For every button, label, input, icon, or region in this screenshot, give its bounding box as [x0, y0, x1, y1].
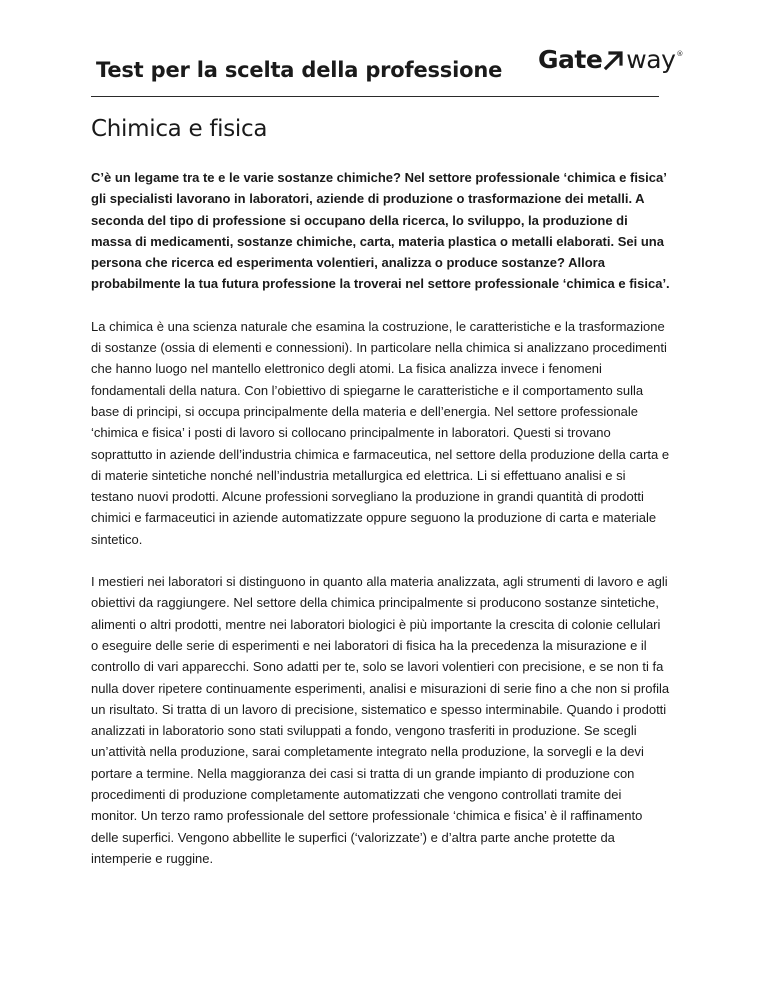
- logo-text-gate: Gate: [538, 44, 603, 74]
- logo-text-way: way: [626, 44, 676, 74]
- arrow-up-right-icon: [603, 48, 625, 70]
- body-paragraph: I mestieri nei laboratori si distinguono in quanto alla materia analizzata, agli strumenti di lavoro e agli obiettivi da raggiungere. Nel settore della chimica principalmente si producono sostanze sintetiche, alimenti o altri prodotti, mentre nei laboratori biologici è più importante la crescita di colonie cellulari o eseguire delle serie di esperimenti e nei laboratori di fisica ha la precedenza la misurazione e il controllo di vari apparecchi. Sono adatti per te, solo se lavori volentieri con precisione, e se non ti fa nulla dover ripetere continuamente esperimenti, analisi e misurazioni di serie fino a che non si profila un risultato. Si tratta di un lavoro di precisione, sistematico e spesso interminabile. Quando i prodotti analizzati in laboratorio sono stati sviluppati a fondo, vengono trasferiti in produzione. Se scegli un’attività nella produzione, sarai completamente integrato nella produzione, la sorvegli e la devi portare a termine. Nella maggioranza dei casi si tratta di un grande impianto di produzione con procedimenti di produzione completamente automatizzati che vengono controllati tramite dei monitor. Un terzo ramo professionale del settore professionale ‘chimica e fisica’ è il raffinamento delle superfici. Vengono abbellite le superfici (‘valorizzate’) e d’altra parte anche protette da intemperie e ruggine.: [91, 574, 670, 866]
- header-divider: [91, 96, 659, 97]
- page-title: Chimica e fisica: [91, 116, 268, 142]
- intro-paragraph: C’è un legame tra te e le varie sostanze chimiche? Nel settore professionale ‘chimica e fisica’ gli specialisti lavorano in laboratori, aziende di produzione o trasformazione dei metalli. A seconda del tipo di professione si occupano della ricerca, lo sviluppo, la produzione di massa di medicamenti, sostanze chimiche, carta, materia plastica o metalli elaborati. Sei una persona che ricerca ed esperimenta volentieri, analizza o produce sostanze? Allora probabilmente la tua futura professione la troverai nel settore professionale ‘chimica e fisica’.: [91, 170, 670, 292]
- gateway-logo: [538, 44, 683, 74]
- body-paragraph: La chimica è una scienza naturale che esamina la costruzione, le caratteristiche e la trasformazione di sostanze (ossia di elementi e connessioni). In particolare nella chimica si analizzano procedimenti che hanno luogo nel mantello elettronico degli atomi. La fisica analizza invece i fenomeni fondamentali della natura. Con l’obiettivo di spiegarne le caratteristiche e il comportamento sulla base di principi, si occupa principalmente della materia e dell’energia. Nel settore professionale ‘chimica e fisica’ i posti di lavoro si collocano principalmente in laboratori. Questi si trovano soprattutto in aziende dell’industria chimica e farmaceutica, nel settore della produzione della carta e di materie sintetiche nonché nell’industria metallurgica ed elettrica. Li si effettuano analisi e si testano nuovi prodotti. Alcune professioni sorvegliano la produzione in grandi quantità di prodotti chimici e farmaceutici in aziende automatizzate oppure seguono la produzione di carta e materiale sintetico.: [91, 318, 670, 547]
- header-title: Test per la scelta della professione: [96, 58, 503, 82]
- logo-trademark: ®: [676, 50, 683, 58]
- document-body: [91, 167, 671, 890]
